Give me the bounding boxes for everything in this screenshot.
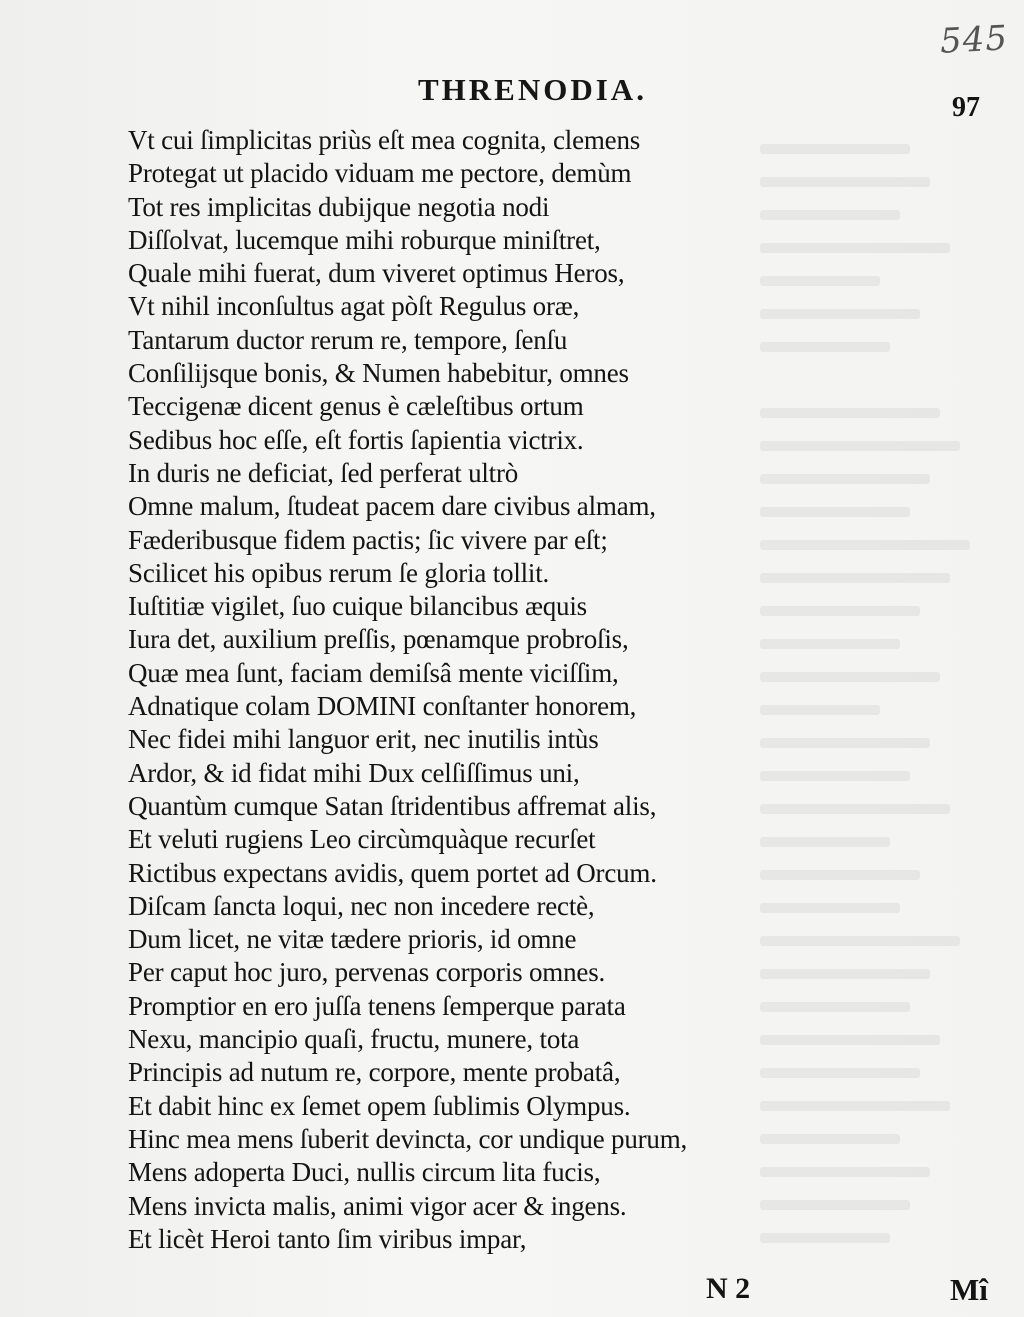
verse-line: Tot res implicitas dubijque negotia nodi [128,191,550,222]
verse-body [128,124,828,1256]
running-header-title: THRENODIA. [418,72,647,107]
verse-line: Tantarum ductor rerum re, tempore, ſenſu [128,324,568,355]
verse-line: Iuſtitiæ vigilet, ſuo cuique bilancibus æquis [128,591,587,622]
verse-line: Diſſolvat, lucemque mihi roburque miniſtret, [128,224,601,255]
verse-line: Quæ mea ſunt, faciam demiſsâ mente viciſſim, [128,657,619,688]
verse-line: Conſilijsque bonis, & Numen habebitur, omnes [128,358,629,389]
verse-line: Quantùm cumque Satan ſtridentibus affremat alis, [128,790,657,821]
verse-line: Mens invicta malis, animi vigor acer & ingens. [128,1190,627,1221]
verse-line: Nec fidei mihi languor erit, nec inutilis intùs [128,724,599,755]
verse-line: Protegat ut placido viduam me pectore, demùm [128,158,632,189]
verse-line: Promptior en ero juſſa tenens ſemperque parata [128,990,626,1021]
verse-line: Vt nihil inconſultus agat pòſt Regulus oræ, [128,291,580,322]
verse-line: Scilicet his opibus rerum ſe gloria tollit. [128,557,550,588]
verse-line: Fæderibusque fidem pactis; ſic vivere par eſt; [128,524,608,555]
signature-mark: N 2 [706,1272,751,1305]
verse-line: Mens adoperta Duci, nullis circum lita fucis, [128,1157,601,1188]
verse-line: Omne malum, ſtudeat pacem dare civibus almam, [128,491,656,522]
verse-line: Teccigenæ dicent genus è cæleſtibus ortum [128,391,584,422]
verse-line: Principis ad nutum re, corpore, mente probatâ, [128,1057,621,1088]
verse-line: Hinc mea mens ſuberit devincta, cor undique purum, [128,1123,688,1154]
verse-line: Adnatique colam DOMINI conſtanter honorem, [128,691,637,722]
catchword: Mî [950,1272,988,1307]
verse-line: Rictibus expectans avidis, quem portet ad Orcum. [128,857,657,888]
verse-line: Diſcam ſancta loqui, nec non incedere rectè, [128,890,595,921]
page-number: 97 [952,92,980,123]
verse-line: Et licèt Heroi tanto ſim viribus impar, [128,1223,527,1254]
handwritten-folio-number: 545 [939,18,1010,62]
verse-line: Dum licet, ne vitæ tædere prioris, id omne [128,924,577,955]
verse-line: In duris ne deficiat, ſed perferat ultrò [128,457,519,488]
verse-line: Et veluti rugiens Leo circùmquàque recurſet [128,824,596,855]
verse-line: Sedibus hoc eſſe, eſt fortis ſapientia victrix. [128,424,584,455]
verse-line: Per caput hoc juro, pervenas corporis omnes. [128,957,606,988]
verse-line: Quale mihi fuerat, dum viveret optimus Heros, [128,258,625,289]
verse-line: Nexu, mancipio quaſi, fructu, munere, tota [128,1024,580,1055]
verse-line: Ardor, & id fidat mihi Dux celſiſſimus uni, [128,757,580,788]
verse-line: Et dabit hinc ex ſemet opem ſublimis Olympus. [128,1090,631,1121]
verse-line: Iura det, auxilium preſſis, pœnamque probroſis, [128,624,629,655]
verse-line: Vt cui ſimplicitas priùs eſt mea cognita, clemens [128,125,641,155]
